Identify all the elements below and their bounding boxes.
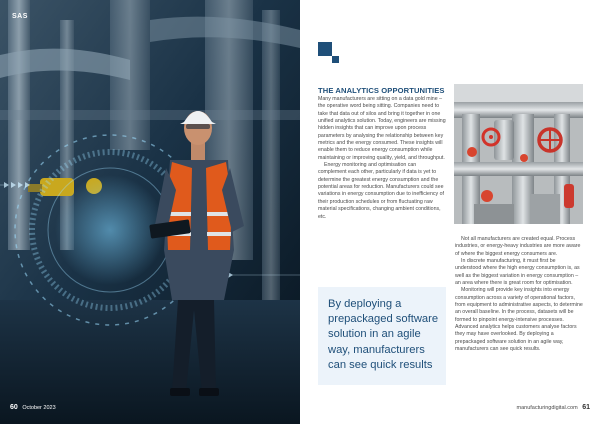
section-tag: SAS xyxy=(12,13,28,20)
valve-machinery-photo xyxy=(454,84,583,224)
right-folio xyxy=(517,404,590,411)
right-page-number: 61 xyxy=(582,404,590,411)
issue-date: October 2023 xyxy=(22,405,56,411)
right-page xyxy=(300,0,600,424)
article-column-right xyxy=(455,236,583,354)
left-folio xyxy=(10,404,56,411)
pull-quote xyxy=(318,287,446,385)
section-heading: THE ANALYTICS OPPORTUNITIES xyxy=(318,86,445,95)
logo-squares-icon xyxy=(318,42,340,64)
left-page-number: 60 xyxy=(10,404,18,411)
body-paragraph: Energy monitoring and optimisation can complement each other, particularly if data is yet to determine the greatest energy consumption and the potential areas for reduction. Manufacturers could see variations in energy consumption due to inefficiency of their production schedules or from fluctuating raw material specifications, changing ambient conditions, etc. xyxy=(318,162,444,220)
body-paragraph: Not all manufacturers are created equal. Process industries, or energy-heavy industries are more aware of where the biggest energy consumers are. xyxy=(455,236,581,257)
body-paragraph: In discrete manufacturing, it must first be understood where the high energy consumption is, as well as the biggest variation in energy consumption – an area where there is great room for optimisation. xyxy=(455,258,580,287)
valve-machinery-image xyxy=(454,84,583,224)
article-column-left xyxy=(318,86,446,221)
body-paragraph: Many manufacturers are sitting on a data gold mine – the operative word being sitting. Companies need to take that data out of silos and bring it together in one unified analytics solution. Today, engineers are missing hidden insights that can improve upon process parameters by analysing the relationship between key metrics and the energy consumed. These insights will enable them to reduce energy consumption while maintaining or improving quality, yield, and throughput. xyxy=(318,96,446,161)
website-url[interactable]: manufacturingdigital.com xyxy=(516,405,578,411)
pull-quote-text: By deploying a prepackaged software solution in an agile way, manufacturers can see quick results xyxy=(328,298,439,371)
body-paragraph: Monitoring will provide key insights into energy consumption across a variety of operational factors, from equipment to administrative aspects, to determine an overall baseline. In the process, datasets will be formed to pinpoint energy-intensive processes. Advanced analytics helps customers analyse factors they may have overlooked. By deploying a prepackaged software solution in an agile way, manufacturers can see quick results. xyxy=(455,287,583,353)
